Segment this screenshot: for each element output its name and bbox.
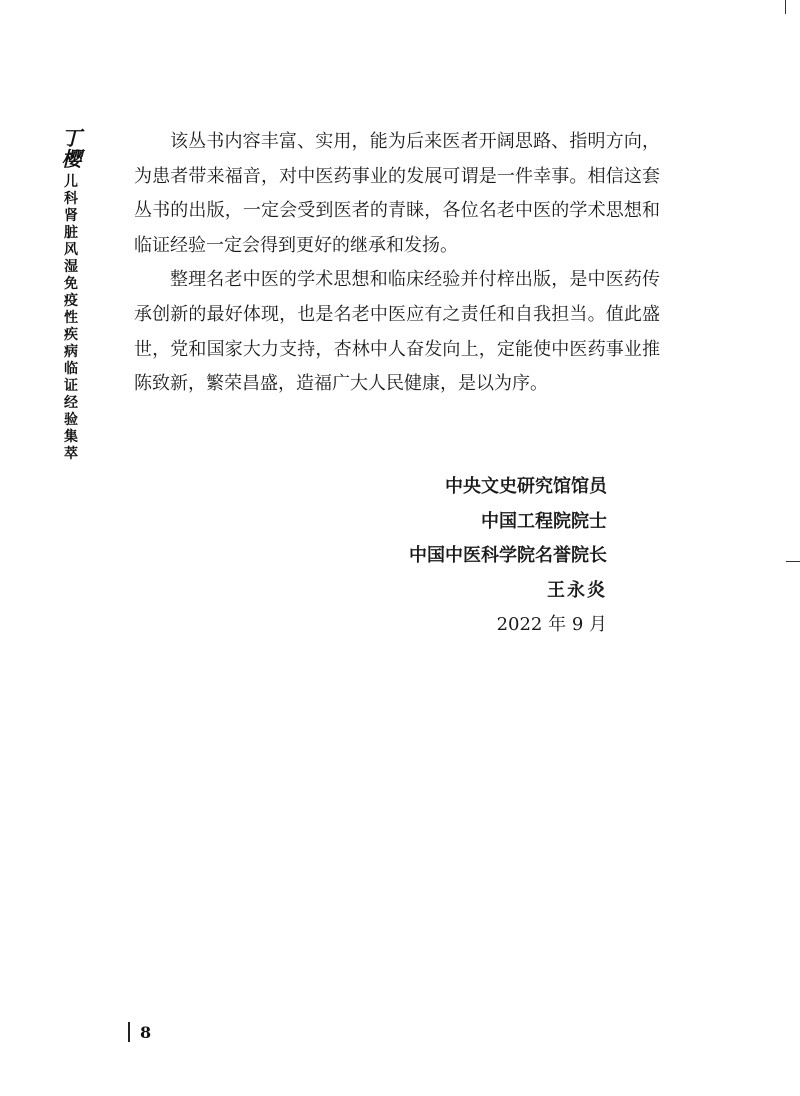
signature-org-1: 中央文史研究馆馆员: [445, 476, 607, 497]
signature-date: 2022 年 9 月: [496, 614, 607, 636]
page-footer: [128, 1020, 151, 1044]
paragraph-1: 该丛书内容丰富、实用，能为后来医者开阔思路、指明方向，为患者带来福音，对中医药事业的发展可谓是一件幸事。相信这套丛书的出版，一定会受到医者的青睐，各位名老中医的学术思想和临证经验一定会得到更好的继承和发扬。: [134, 131, 660, 256]
signature-block: [409, 470, 607, 643]
side-running-title: [56, 128, 86, 463]
paragraph-2: 整理名老中医的学术思想和临床经验并付梓出版，是中医药传承创新的最好体现，也是名老中医应有之责任和自我担当。值此盛世，党和国家大力支持，杏林中人奋发向上，定能使中医药事业推陈致新，繁荣昌盛，造福广大人民健康，是以为序。: [134, 269, 660, 395]
preface-body: [134, 125, 660, 402]
crop-mark-top: [785, 0, 786, 14]
signature-org-2: 中国工程院院士: [481, 510, 607, 532]
signature-name: 王永炎: [547, 579, 607, 601]
crop-mark-right: [786, 561, 800, 562]
signature-org-3: 中国中医科学院名誉院长: [409, 545, 607, 567]
footer-divider: [128, 1022, 130, 1042]
author-calligraphy-logo: 丁樱: [61, 126, 81, 171]
book-subtitle: 儿科肾脏风湿免疫性疾病临证经验集萃: [64, 174, 78, 462]
page-number: 8: [140, 1022, 152, 1042]
